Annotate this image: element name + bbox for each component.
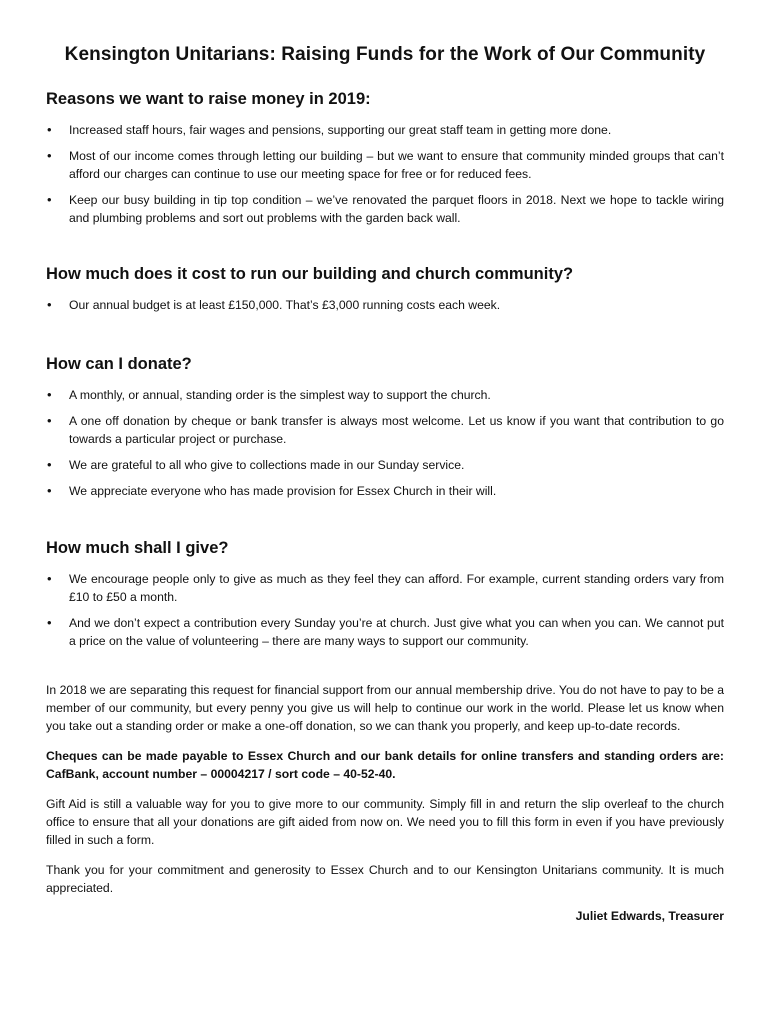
cost-list [46,296,724,314]
list-item: • We appreciate everyone who has made provision for Essex Church in their will. [46,482,724,500]
list-item: • We encourage people only to give as much as they feel they can afford. For example, current standing orders vary from £10 to £50 a month. [46,570,724,606]
list-item: • A one off donation by cheque or bank transfer is always most welcome. Let us know if you want that contribution to go towards a particular project or purchase. [46,412,724,448]
signature: Juliet Edwards, Treasurer [575,909,724,923]
donate-list [46,386,724,500]
membership-paragraph: In 2018 we are separating this request for financial support from our annual membership drive. You do not have to pay to be a member of our community, but every penny you give us will help to continue our work in the world. Please let us know when you take out a standing order or make a one-off donation, so we can thank you properly, and keep up-to-date records. [46,683,724,733]
section-heading-give: How much shall I give? [46,539,229,557]
bank-details-paragraph: Cheques can be made payable to Essex Church and our bank details for online transfers and standing orders are: CafBank, account number – 00004217 / sort code – 40-52-40. [46,749,724,781]
reasons-list [46,121,724,227]
list-item: • Increased staff hours, fair wages and pensions, supporting our great staff team in getting more done. [46,121,724,139]
list-item: • We are grateful to all who give to collections made in our Sunday service. [46,456,724,474]
gift-aid-paragraph: Gift Aid is still a valuable way for you to give more to our community. Simply fill in and return the slip overleaf to the church office to ensure that all your donations are gift aided from now on. We need you to fill this form in even if you have previously filled in such a form. [46,797,724,847]
give-list [46,570,724,650]
list-item: • Keep our busy building in tip top condition – we’ve renovated the parquet floors in 2018. Next we hope to tackle wiring and plumbing problems and sort out problems with the garden back wall. [46,191,724,227]
section-heading-donate: How can I donate? [46,355,192,373]
section-heading-cost: How much does it cost to run our building and church community? [46,265,574,283]
list-item: • And we don’t expect a contribution every Sunday you’re at church. Just give what you can when you can. We cannot put a price on the value of volunteering – there are many ways to support our community. [46,614,724,650]
list-item: • A monthly, or annual, standing order is the simplest way to support the church. [46,386,724,404]
section-heading-reasons: Reasons we want to raise money in 2019: [46,90,371,108]
document-title: Kensington Unitarians: Raising Funds for the Work of Our Community [64,44,706,65]
list-item: • Most of our income comes through letting our building – but we want to ensure that community minded groups that can’t afford our charges can continue to use our meeting space for free or for reduced fees. [46,147,724,183]
thanks-paragraph: Thank you for your commitment and generosity to Essex Church and to our Kensington Unitarians community. It is much appreciated. [46,863,724,895]
list-item: • Our annual budget is at least £150,000. That’s £3,000 running costs each week. [46,296,724,314]
